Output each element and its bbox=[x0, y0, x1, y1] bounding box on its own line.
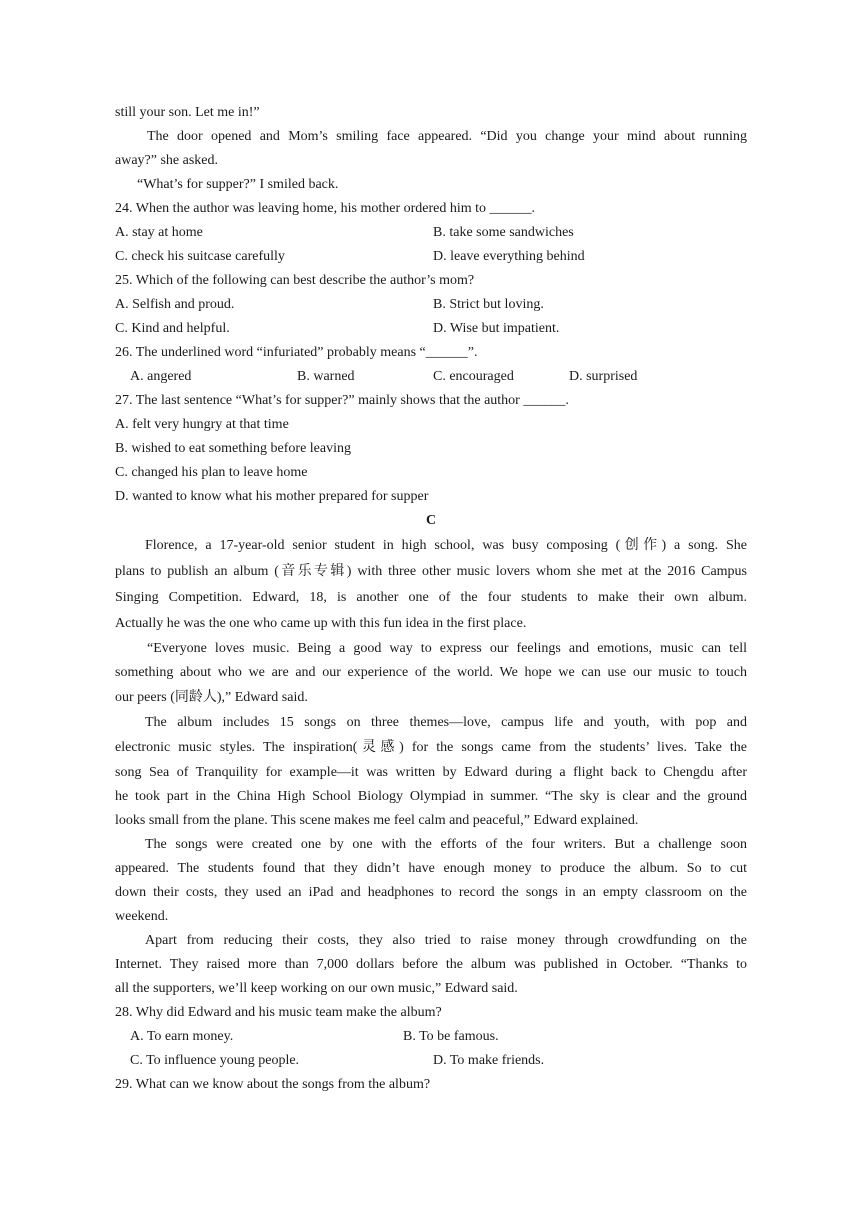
question-25-stem: 25. Which of the following can best describe the author’s mom? bbox=[115, 273, 475, 288]
paragraph-line: all the supporters, we’ll keep working on our own music,” Edward said. bbox=[115, 981, 518, 996]
paragraph-line: “Everyone loves music. Being a good way to express our feelings and emotions, music can tell bbox=[147, 641, 747, 656]
question-28-options-row2 bbox=[115, 1049, 747, 1073]
paragraph bbox=[115, 637, 747, 711]
option-b: B. Strict but loving. bbox=[433, 297, 544, 312]
passage-line: “What’s for supper?” I smiled back. bbox=[137, 177, 339, 192]
paragraph-line: he took part in the China High School Biology Olympiad in summer. “The sky is clear and the ground bbox=[115, 789, 747, 804]
passage-line: The door opened and Mom’s smiling face appeared. “Did you change your mind about running bbox=[147, 129, 747, 144]
question-27-stem: 27. The last sentence “What’s for supper?” mainly shows that the author ______. bbox=[115, 393, 569, 408]
option-d: D. Wise but impatient. bbox=[433, 321, 560, 336]
option-b: B. warned bbox=[297, 369, 355, 384]
option-c: C. changed his plan to leave home bbox=[115, 465, 308, 480]
question-28-stem: 28. Why did Edward and his music team make the album? bbox=[115, 1005, 442, 1020]
question-28-options-row1 bbox=[115, 1025, 747, 1049]
option-c: C. To influence young people. bbox=[130, 1053, 300, 1068]
option-b: B. take some sandwiches bbox=[433, 225, 574, 240]
paragraph-line: song Sea of Tranquility for example—it was written by Edward during a flight back to Chengdu after bbox=[115, 765, 747, 780]
option-a: A. stay at home bbox=[115, 225, 203, 240]
paragraph bbox=[115, 929, 747, 1001]
question-24-options-row1 bbox=[115, 221, 747, 245]
option-a: A. angered bbox=[130, 369, 192, 384]
option-b: B. To be famous. bbox=[403, 1029, 499, 1044]
paragraph-line: Apart from reducing their costs, they also tried to raise money through crowdfunding on the bbox=[145, 933, 747, 948]
document-page bbox=[115, 101, 747, 1097]
option-a: A. Selfish and proud. bbox=[115, 297, 235, 312]
question-25-options-row2 bbox=[115, 317, 747, 341]
paragraph-line: looks small from the plane. This scene makes me feel calm and peaceful,” Edward explained. bbox=[115, 813, 639, 828]
question-29-stem: 29. What can we know about the songs from the album? bbox=[115, 1077, 431, 1092]
section-heading: C bbox=[425, 513, 437, 528]
paragraph-line: electronic music styles. The inspiration(灵感) for the songs came from the students’ lives. Take the bbox=[115, 740, 747, 755]
question-25-options-row1 bbox=[115, 293, 747, 317]
option-b: B. wished to eat something before leaving bbox=[115, 441, 351, 456]
paragraph-line: Florence, a 17-year-old senior student in high school, was busy composing (创作) a song. She bbox=[145, 538, 747, 553]
paragraph-line: weekend. bbox=[115, 909, 169, 924]
paragraph-line: plans to publish an album (音乐专辑) with three other music lovers whom she met at the 2016 Campus bbox=[115, 564, 747, 579]
paragraph bbox=[115, 833, 747, 929]
paragraph-line: The songs were created one by one with the efforts of the four writers. But a challenge soon bbox=[145, 837, 747, 852]
paragraph-line: Singing Competition. Edward, 18, is another one of the four students to make their own album. bbox=[115, 590, 747, 605]
option-d: D. wanted to know what his mother prepared for supper bbox=[115, 489, 429, 504]
question-24-stem: 24. When the author was leaving home, his mother ordered him to ______. bbox=[115, 201, 536, 216]
paragraph-line: down their costs, they used an iPad and headphones to record the songs in an empty classroom on the bbox=[115, 885, 747, 900]
paragraph-line: The album includes 15 songs on three themes—love, campus life and youth, with pop and bbox=[145, 715, 747, 730]
paragraph-line: our peers (同龄人),” Edward said. bbox=[115, 690, 308, 705]
option-a: A. felt very hungry at that time bbox=[115, 417, 289, 432]
option-d: D. surprised bbox=[569, 369, 638, 384]
paragraph-line: appeared. The students found that they didn’t have enough money to produce the album. So to cut bbox=[115, 861, 747, 876]
option-d: D. To make friends. bbox=[433, 1053, 545, 1068]
question-26-options-row bbox=[115, 365, 747, 389]
question-24-options-row2 bbox=[115, 245, 747, 269]
option-c: C. encouraged bbox=[433, 369, 514, 384]
option-d: D. leave everything behind bbox=[433, 249, 585, 264]
paragraph bbox=[115, 711, 747, 833]
paragraph-line: something about who we are and our experience of the world. We hope we can use our music to touch bbox=[115, 665, 747, 680]
paragraph bbox=[115, 533, 747, 637]
option-c: C. check his suitcase carefully bbox=[115, 249, 285, 264]
passage-line: still your son. Let me in!” bbox=[115, 105, 260, 120]
passage-line: away?” she asked. bbox=[115, 153, 219, 168]
paragraph-line: Actually he was the one who came up with this fun idea in the first place. bbox=[115, 616, 527, 631]
option-a: A. To earn money. bbox=[130, 1029, 234, 1044]
question-26-stem: 26. The underlined word “infuriated” probably means “______”. bbox=[115, 345, 478, 360]
option-c: C. Kind and helpful. bbox=[115, 321, 230, 336]
paragraph-line: Internet. They raised more than 7,000 dollars before the album was published in October. “Thanks to bbox=[115, 957, 747, 972]
